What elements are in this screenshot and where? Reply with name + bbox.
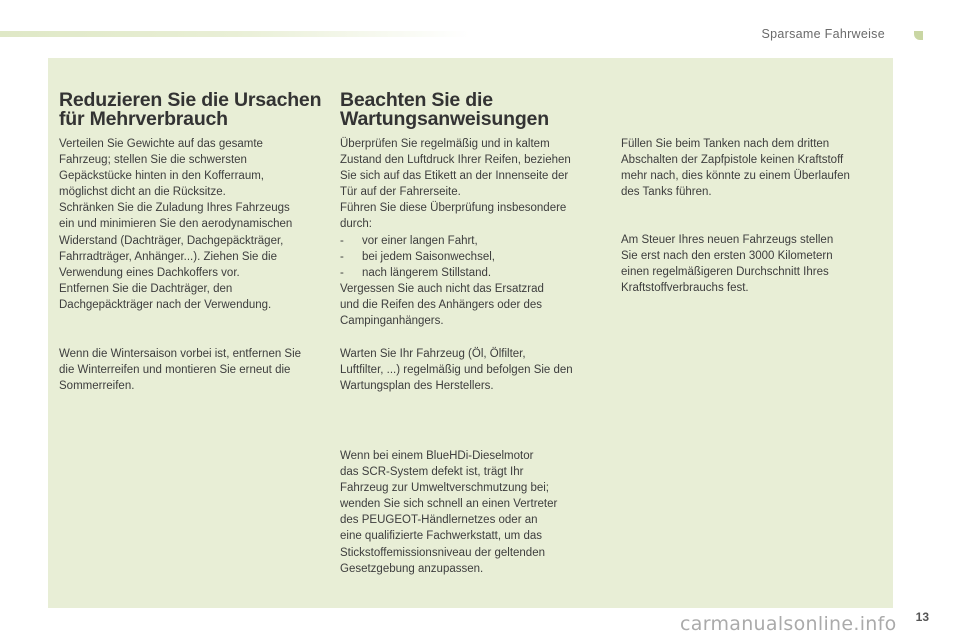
text-line: Dachgepäckträger nach der Verwendung. [59, 298, 272, 311]
text-line: Kraftstoffverbrauchs fest. [621, 282, 749, 295]
text-line: Entfernen Sie die Dachträger, den [59, 282, 233, 295]
heading-line: für Mehrverbrauch [59, 108, 228, 130]
text-line: Stickstoffemissionsniveau der geltenden [340, 546, 545, 559]
bullet-dash: - [340, 266, 344, 279]
bullet-text: nach längerem Stillstand. [362, 266, 492, 279]
text-line: Führen Sie diese Überprüfung insbesondere [340, 202, 567, 215]
text-line: Sommerreifen. [59, 380, 135, 393]
tyre-pressure-intro [340, 136, 602, 233]
text-line: Fahrzeug zur Umweltverschmutzung bei; [340, 482, 549, 495]
text-line: Fahrradträger, Anhänger...). Ziehen Sie die [59, 250, 277, 263]
text-line: Wenn bei einem BlueHDi-Dieselmotor [340, 450, 534, 462]
section-title: Sparsame Fahrweise [761, 27, 885, 41]
heading-line: Reduzieren Sie die Ursachen [59, 89, 322, 111]
page-number: 13 [915, 610, 929, 624]
paragraph-weight-distribution [59, 136, 321, 313]
text-line: des PEUGEOT-Händlernetzes oder an [340, 514, 538, 527]
text-line: des Tanks führen. [621, 186, 712, 199]
text-line: Sie erst nach den ersten 3000 Kilometern [621, 250, 833, 263]
paragraph-winter-tyres [59, 346, 321, 394]
text-line: einen regelmäßigeren Durchschnitt Ihres [621, 266, 829, 279]
text-line: Vergessen Sie auch nicht das Ersatzrad [340, 282, 544, 295]
watermark: carmanualsonline.info [680, 613, 897, 635]
heading-line: Wartungsanweisungen [340, 108, 549, 130]
text-line: Überprüfen Sie regelmäßig und in kaltem [340, 138, 550, 150]
text-line: Verwendung eines Dachkoffers vor. [59, 266, 240, 279]
text-line: Zustand den Luftdruck Ihrer Reifen, beziehen [340, 154, 571, 167]
text-line: Wartungsplan des Herstellers. [340, 380, 494, 393]
text-line: Gesetzgebung anzupassen. [340, 562, 484, 575]
paragraph-refuelling [621, 136, 883, 200]
text-line: Abschalten der Zapfpistole keinen Kraftstoff [621, 154, 844, 167]
text-line: durch: [340, 218, 372, 231]
heading-line: Beachten Sie die [340, 89, 493, 111]
paragraph-service-plan [340, 346, 602, 394]
text-line: die Winterreifen und montieren Sie erneut die [59, 364, 291, 377]
text-line: und die Reifen des Anhängers oder des [340, 298, 543, 311]
text-line: Warten Sie Ihr Fahrzeug (Öl, Ölfilter, [340, 348, 526, 360]
text-line: Gepäckstücke hinten in den Kofferraum, [59, 170, 264, 183]
corner-marker-icon [914, 31, 923, 40]
bullet-item [340, 249, 602, 265]
text-line: ein und minimieren Sie den aerodynamischen [59, 218, 293, 231]
text-line: wenden Sie sich schnell an einen Vertreter [340, 498, 558, 511]
text-line: Luftfilter, ...) regelmäßig und befolgen Sie den [340, 364, 573, 377]
text-line: Füllen Sie beim Tanken nach dem dritten [621, 138, 830, 150]
bullet-text: vor einer langen Fahrt, [362, 234, 478, 247]
text-line: eine qualifizierte Fachwerkstatt, um das [340, 530, 542, 543]
heading-maintenance [340, 91, 610, 129]
content-panel [48, 58, 893, 608]
text-line: Sie sich auf das Etikett an der Innenseite der [340, 170, 569, 183]
bullet-item [340, 265, 602, 281]
text-line: Verteilen Sie Gewichte auf das gesamte [59, 138, 263, 150]
bullet-list [340, 233, 602, 281]
paragraph-new-vehicle [621, 232, 883, 296]
tyre-pressure-outro [340, 281, 602, 329]
bullet-dash: - [340, 250, 344, 263]
bullet-text: bei jedem Saisonwechsel, [362, 250, 495, 263]
text-line: Schränken Sie die Zuladung Ihres Fahrzeugs [59, 202, 290, 215]
text-line: Campinganhängers. [340, 315, 444, 328]
text-line: das SCR-System defekt ist, trägt Ihr [340, 466, 524, 479]
text-line: möglichst dicht an die Rücksitze. [59, 186, 226, 199]
bullet-item [340, 233, 602, 249]
text-line: Widerstand (Dachträger, Dachgepäckträger, [59, 234, 284, 247]
paragraph-scr-system [340, 448, 602, 577]
bullet-dash: - [340, 234, 344, 247]
text-line: mehr nach, dies könnte zu einem Überlaufen [621, 170, 850, 183]
text-line: Fahrzeug; stellen Sie die schwersten [59, 154, 247, 167]
heading-reduce-consumption [59, 91, 329, 129]
paragraph-tyre-pressure [340, 136, 602, 329]
text-line: Tür auf der Fahrerseite. [340, 186, 461, 199]
text-line: Am Steuer Ihres neuen Fahrzeugs stellen [621, 234, 834, 246]
header-rule [0, 31, 470, 37]
text-line: Wenn die Wintersaison vorbei ist, entfernen Sie [59, 348, 302, 360]
